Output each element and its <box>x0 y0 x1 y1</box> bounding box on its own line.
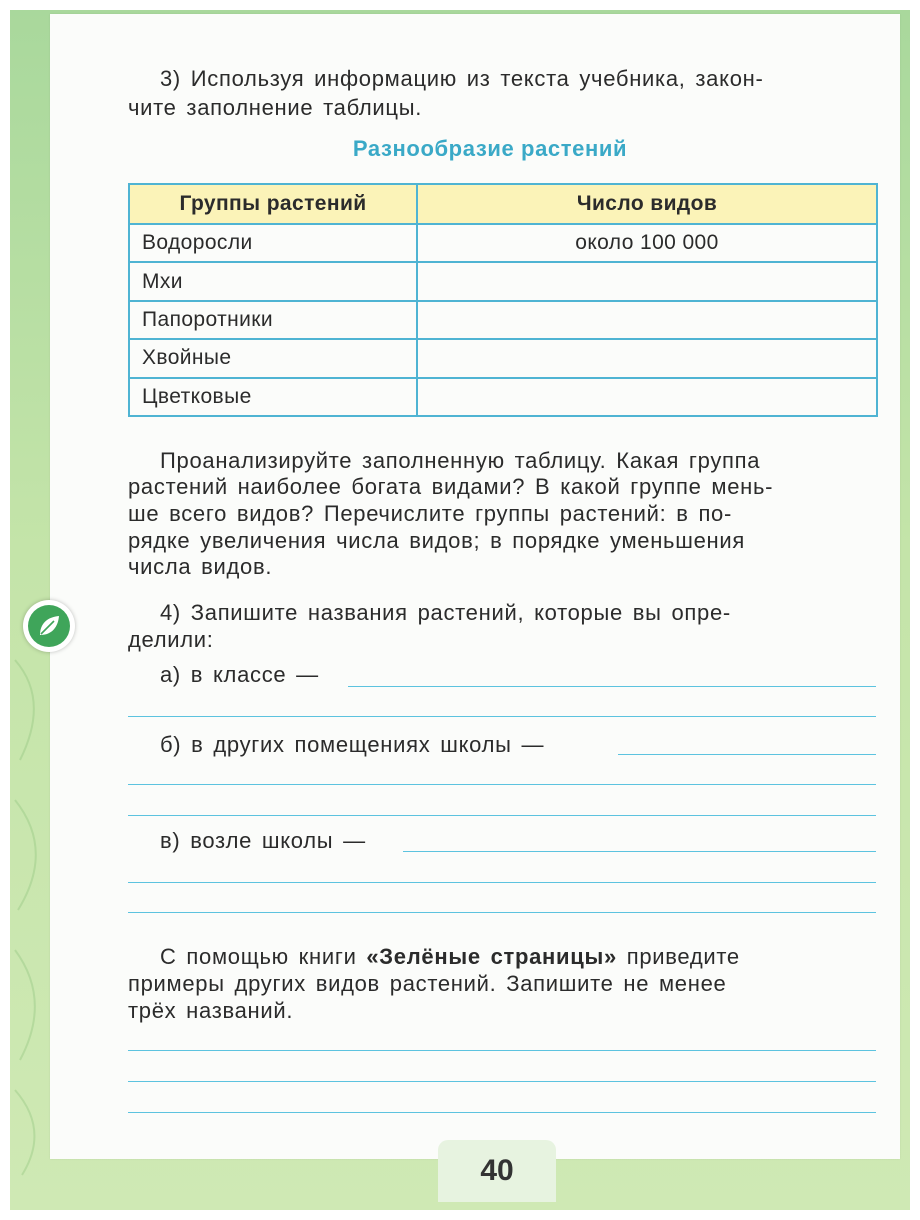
answer-line[interactable] <box>128 1050 876 1051</box>
task4-line-1: 4) Запишите названия растений, которые вы опре- <box>160 600 731 625</box>
row-count[interactable] <box>417 262 877 300</box>
green-pages-book-title: «Зелёные страницы» <box>366 944 617 969</box>
answer-line[interactable] <box>403 851 876 852</box>
table-row <box>129 224 877 262</box>
table-row <box>129 339 877 377</box>
row-count[interactable] <box>417 301 877 339</box>
header-groups: Группы растений <box>129 184 417 224</box>
green-pages-intro-end: приведите <box>626 944 740 969</box>
table-header-row <box>129 184 877 224</box>
row-group: Хвойные <box>129 339 417 377</box>
table-row <box>129 378 877 416</box>
green-pages-line-1 <box>160 942 740 971</box>
row-group: Мхи <box>129 262 417 300</box>
row-count[interactable] <box>417 339 877 377</box>
plants-table <box>128 183 878 417</box>
answer-line[interactable] <box>128 784 876 785</box>
answer-line[interactable] <box>348 686 876 687</box>
analysis-line-1: Проанализируйте заполненную таблицу. Какая группа <box>160 448 761 473</box>
row-group: Водоросли <box>129 224 417 262</box>
answer-line[interactable] <box>128 1081 876 1082</box>
task3-line-1: 3) Используя информацию из текста учебника, закон- <box>160 66 764 91</box>
row-group: Цветковые <box>129 378 417 416</box>
green-pages-line-2: примеры других видов растений. Запишите не менее <box>128 971 727 996</box>
table-row <box>129 301 877 339</box>
task4-line-2: делили: <box>128 627 214 652</box>
answer-line[interactable] <box>128 912 876 913</box>
analysis-line-2: растений наиболее богата видами? В какой группе мень- <box>128 474 774 499</box>
analysis-line-3: ше всего видов? Перечислите группы растений: в по- <box>128 501 733 526</box>
analysis-line-4: рядке увеличения числа видов; в порядке уменьшения <box>128 528 745 553</box>
task4-b-label: б) в других помещениях школы — <box>160 732 545 757</box>
row-group: Папоротники <box>129 301 417 339</box>
task4-a-label: а) в классе — <box>160 662 319 687</box>
table-title: Разнообразие растений <box>352 136 628 161</box>
analysis-line-5: числа видов. <box>128 554 273 579</box>
row-count[interactable]: около 100 000 <box>417 224 877 262</box>
answer-line[interactable] <box>128 882 876 883</box>
table-row <box>129 262 877 300</box>
header-species-count: Число видов <box>417 184 877 224</box>
task3-line-2: чите заполнение таблицы. <box>128 95 423 120</box>
green-pages-intro: С помощью книги <box>160 944 357 969</box>
green-pages-line-3: трёх названий. <box>128 998 294 1023</box>
leaf-icon <box>36 613 62 639</box>
answer-line[interactable] <box>128 1112 876 1113</box>
row-count[interactable] <box>417 378 877 416</box>
leaf-sticker <box>23 600 75 652</box>
answer-line[interactable] <box>128 716 876 717</box>
page-number: 40 <box>438 1140 556 1202</box>
answer-line[interactable] <box>128 815 876 816</box>
answer-line[interactable] <box>618 754 876 755</box>
task4-c-label: в) возле школы — <box>160 828 366 853</box>
